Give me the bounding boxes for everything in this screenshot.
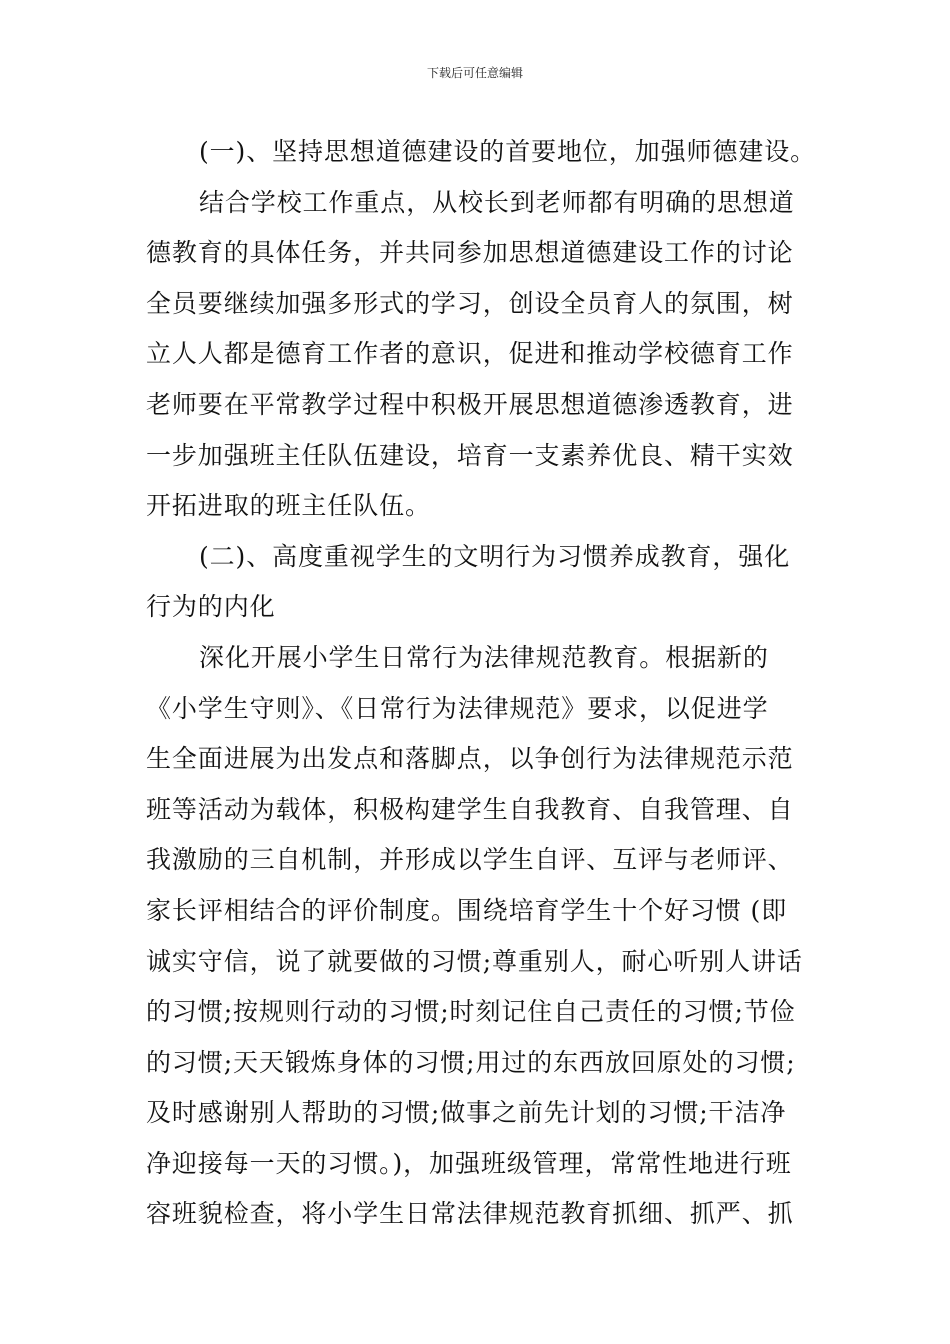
text-line: 净迎接每一天的习惯。)，加强班级管理，常常性地进行班	[146, 1148, 792, 1178]
text-line: 容班貌检查，将小学生日常法律规范教育抓细、抓严、抓	[146, 1199, 794, 1229]
text-line: 立人人都是德育工作者的意识，促进和推动学校德育工作	[146, 339, 794, 369]
text-line: 诚实守信，说了就要做的习惯;尊重别人，耐心听别人讲话	[146, 946, 803, 976]
text-line: 结合学校工作重点，从校长到老师都有明确的思想道	[199, 187, 795, 217]
text-line: 德教育的具体任务，并共同参加思想道德建设工作的讨论	[146, 238, 794, 268]
text-line: (一)、坚持思想道德建设的首要地位，加强师德建设。	[199, 137, 817, 166]
document-body	[146, 127, 817, 1240]
text-line: 家长评相结合的评价制度。围绕培育学生十个好习惯 (即	[146, 895, 788, 925]
text-line: 我激励的三自机制，并形成以学生自评、互评与老师评、	[146, 845, 794, 875]
text-line: 及时感谢别人帮助的习惯;做事之前先计划的习惯;干洁净	[146, 1098, 787, 1128]
text-line: 老师要在平常教学过程中积极开展思想道德渗透教育，进	[146, 389, 794, 419]
page-header: 下载后可任意编辑	[426, 66, 523, 80]
text-line: 一步加强班主任队伍建设，培育一支素养优良、精干实效	[146, 440, 794, 470]
text-line: 班等活动为载体，积极构建学生自我教育、自我管理、自	[146, 794, 794, 824]
text-line: 行为的内化	[146, 592, 276, 622]
text-line: 全员要继续加强多形式的学习，创设全员育人的氛围，树	[146, 288, 794, 318]
text-line: 的习惯;天天锻炼身体的习惯;用过的东西放回原处的习惯;	[146, 1047, 796, 1077]
text-line: 《小学生守则》、《日常行为法律规范》要求，以促进学	[146, 693, 769, 723]
text-line: (二)、高度重视学生的文明行为习惯养成教育，强化	[199, 541, 791, 571]
text-line: 生全面进展为出发点和落脚点，以争创行为法律规范示范	[146, 744, 794, 774]
text-line: 开拓进取的班主任队伍。	[146, 491, 431, 521]
text-line: 深化开展小学生日常行为法律规范教育。根据新的	[199, 642, 769, 672]
text-line: 的习惯;按规则行动的习惯;时刻记住自己责任的习惯;节俭	[146, 997, 796, 1027]
